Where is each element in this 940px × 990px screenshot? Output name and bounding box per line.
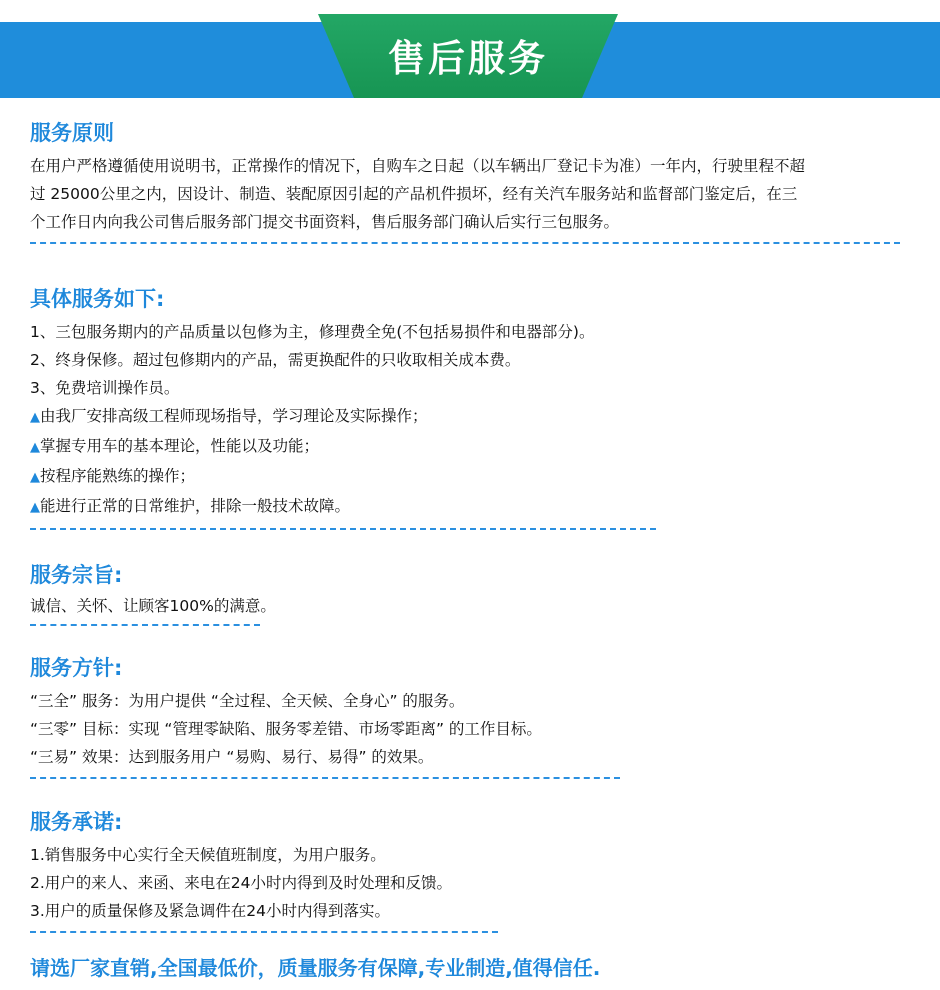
dashed-divider (30, 242, 900, 244)
bullet-item (30, 432, 656, 462)
section-service-promise (30, 809, 498, 933)
bullet-text: 掌握专用车的基本理论，性能以及功能； (40, 437, 320, 455)
list-item: 2.用户的来人、来函、来电在24小时内得到及时处理和反馈。 (30, 874, 453, 892)
section-title: 服务原则 (30, 121, 114, 145)
section-title: 服务方针: (30, 656, 123, 680)
section-title: 服务承诺: (30, 810, 123, 834)
slogan: 请选厂家直销,全国最低价，质量服务有保障,专业制造,值得信任. (30, 956, 601, 980)
purpose-text: 诚信、关怀、让顾客100%的满意。 (30, 597, 276, 615)
dashed-divider (30, 624, 260, 626)
dashed-divider (30, 931, 498, 933)
section-service-principle (30, 120, 900, 244)
section-specific-services (30, 286, 656, 530)
triangle-bullet-icon: ▲ (30, 470, 40, 485)
list-item: 2、终身保修。超过包修期内的产品，需更换配件的只收取相关成本费。 (30, 351, 521, 369)
triangle-bullet-icon: ▲ (30, 500, 40, 515)
list-item: 1、三包服务期内的产品质量以包修为主，修理费全免(不包括易损件和电器部分)。 (30, 323, 595, 341)
section-service-purpose (30, 562, 276, 626)
bullet-item (30, 402, 656, 432)
list-item: “三全” 服务：为用户提供 “全过程、全天候、全身心” 的服务。 (30, 692, 465, 710)
dashed-divider (30, 528, 656, 530)
bullet-item (30, 462, 656, 492)
list-item: “三易” 效果：达到服务用户 “易购、易行、易得” 的效果。 (30, 748, 434, 766)
paragraph-line: 过 25000公里之内，因设计、制造、装配原因引起的产品机件损坏，经有关汽车服务站和监督部门鉴定后，在三 (30, 185, 798, 203)
paragraph-line: 个工作日内向我公司售后服务部门提交书面资料，售后服务部门确认后实行三包服务。 (30, 213, 620, 231)
bullet-text: 按程序能熟练的操作； (40, 467, 196, 485)
page-title: 售后服务 (388, 37, 548, 80)
list-item: “三零” 目标：实现 “管理零缺陷、服务零差错、市场零距离” 的工作目标。 (30, 720, 542, 738)
triangle-bullet-icon: ▲ (30, 440, 40, 455)
section-title: 具体服务如下: (30, 287, 165, 311)
header (0, 0, 940, 100)
list-item: 3.用户的质量保修及紧急调件在24小时内得到落实。 (30, 902, 391, 920)
dashed-divider (30, 777, 620, 779)
section-service-policy (30, 655, 620, 779)
paragraph-line: 在用户严格遵循使用说明书，正常操作的情况下，自购车之日起（以车辆出厂登记卡为准）一年内，行驶里程不超 (30, 157, 806, 175)
bullet-text: 能进行正常的日常维护，排除一般技术故障。 (40, 497, 351, 515)
list-item: 3、免费培训操作员。 (30, 379, 180, 397)
bullet-item (30, 492, 656, 522)
triangle-bullet-icon: ▲ (30, 410, 40, 425)
section-title: 服务宗旨: (30, 563, 123, 587)
bullet-text: 由我厂安排高级工程师现场指导，学习理论及实际操作； (40, 407, 428, 425)
list-item: 1.销售服务中心实行全天候值班制度，为用户服务。 (30, 846, 386, 864)
